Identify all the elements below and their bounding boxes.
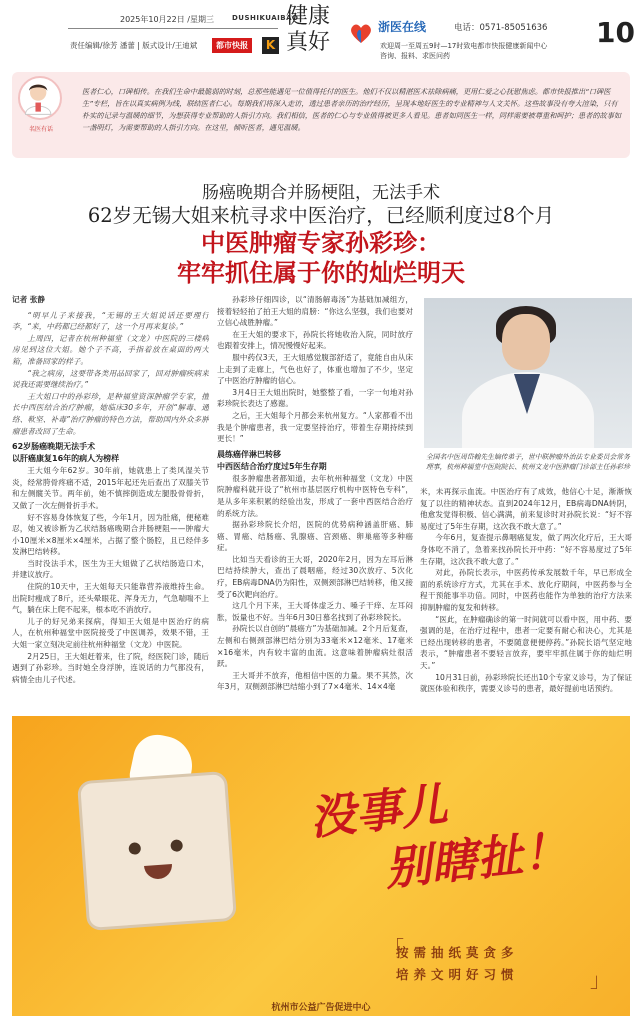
article-column-1 xyxy=(12,294,209,704)
article-paragraph: 在王大姐的要求下，孙院长将她收治入院，同时放疗也跟着安排上，情况慢慢好起来。 xyxy=(217,329,413,351)
section-title xyxy=(286,4,330,56)
page-number: 10 xyxy=(596,16,635,49)
article-paragraph: 王大姐口中的孙彩珍，是种福堂资深肿瘤学专家，擅长中西医结合治疗肿瘤，她临床30多年，开创“解毒、通络、軟坚、补毒”治疗肿瘤的特色方法，帮助国内外众多肿瘤患者改回了生命。 xyxy=(12,391,209,436)
brand-logo: 都市快报 xyxy=(212,38,252,53)
ad-slogan-line1: 没事儿 xyxy=(306,777,450,846)
article-paragraph: 比如当天看诊的王大哥，2020年2月，因为左耳后淋巴结持续肿大，查出了晨咽癌，经过30次放疗、5次化疗，EB病毒DNA仍为阳性，双侧颈部淋巴结转移，他又接受了6次靶向治疗。 xyxy=(217,554,413,599)
doctor-cartoon-icon xyxy=(20,78,60,118)
column-intro-box xyxy=(12,72,630,158)
section-heading: 晨练癌伴淋巴转移 xyxy=(217,449,281,459)
article-paragraph: 王大姐今年62岁。30年前，她就患上了类风湿关节炎，经常胯骨疼痛不适，2015年起还先后查出了双膝关节和左侧髋关节。两年前，她不慎摔倒造成左腿股骨骨折，又做了一次左侧骨折手术。 xyxy=(12,466,209,510)
partner-name: 浙医在线 xyxy=(378,20,427,34)
article-column-2 xyxy=(217,294,413,704)
doctor-avatar-icon xyxy=(18,76,62,120)
section-heading: 中西医结合治疗度过5年生存期 xyxy=(217,461,327,471)
article-paragraph: 王大哥并不放弃，他相信中医的力量。果不其然，次年3月，双侧颈部淋巴结缩小到了7×4毫米、14×4毫 xyxy=(217,670,413,692)
ad-slogan xyxy=(307,763,572,905)
partner-heart-icon xyxy=(348,20,374,46)
paper-pinyin: DUSHIKUAIBAO xyxy=(232,14,299,22)
mascot-eye xyxy=(128,842,141,855)
avatar-label: 名医有话 xyxy=(28,126,53,133)
contact-phone: 电话：0571-85051636 xyxy=(454,23,548,33)
section-title-line1: 健康 xyxy=(286,4,331,29)
main-headline-line2: 牢牢抓住属于你的灿烂明天 xyxy=(177,259,465,287)
article-paragraph: 好不容易身体恢复了些，今年1月，因为肚痛，便秘难忍，她又被诊断为乙状结肠癌晚期合并肠梗阻——肿瘤大小10厘米×8厘米×4厘米，占据了整个肠腔，且已经伴多发淋巴结转移。 xyxy=(12,512,209,557)
ad-sponsor: 杭州市公益广告促进中心 xyxy=(271,1003,371,1013)
byline: 记者 张静 xyxy=(12,295,46,304)
ad-motto-line1: 按需抽纸莫贪多 xyxy=(396,945,519,960)
ad-slogan-line2: 别瞎扯！ xyxy=(382,822,572,896)
ad-motto-line2: 培养文明好习惯 xyxy=(396,967,519,982)
mascot-mouth xyxy=(144,864,173,880)
public-service-ad xyxy=(12,716,630,1016)
brand-k-icon: K xyxy=(262,37,279,54)
doctor-photo xyxy=(424,298,632,448)
intro-text: 医者仁心，口碑相传。在我们生命中最脆弱的时刻，总那些能遇见一位值得托付的医生。他们不仅以精湛医术祛除病痛，更用仁爱之心抚慰焦虑。都市快报推出“口碑医生”专栏，旨在以真实病例为线，联结医者仁心。每期我们将深入走访，透过患者亲历的治疗经历，呈现本地好医生的专业精神与人文关怀。这些故事没有夸大渲染，只有朴实的记录与温暖的细节，为想获得专业帮助的人指引方向。我们相信，医者的仁心与专业值得被更多人看见。患者如同医生一样，同样需要被尊重和呵护；患者的故事如一盏明灯，为需要帮助的人指引方向。在这里，倾听医者，遇见温暖。 xyxy=(82,87,622,132)
article-column-3 xyxy=(420,486,632,706)
headline-subhead: 62岁无锡大姐来杭寻求中医治疗，已经顺利度过8个月 xyxy=(87,204,555,227)
article-paragraph: 上周四，记者在杭州种福堂（文龙）中医院的三楼病房见到这位大姐。她个子不高，手指着放在桌面的两大箱，准备回家的样子。 xyxy=(12,333,209,366)
article-paragraph: 米，未再探示血流。中医治疗有了成效，他信心十足，渐渐恢复了以往的精神状态。直到2024年12月，EB病毒DNA转阴，他愈发觉得积极、信心满满，前来复诊时对孙院长说：“好不容易度过了5年生存期，这次我不敢大意了。” xyxy=(420,487,632,531)
bracket-open-icon: 「 xyxy=(384,936,404,960)
article-paragraph: 对此，孙院长表示，中医药传承发展数千年，早已形成全面的系统诊疗方式，尤其在手术、放化疗期间，中医药参与全程干预能事半功倍。同时，中医药也能作为单独的治疗方法来抑制肿瘤的复发和转移。 xyxy=(420,568,632,612)
article-paragraph: “我之病房，这要带各类用品回家了，回对肿瘤疾病来说我还需要继续治疗。” xyxy=(12,368,209,390)
article-paragraph: 10月31日前，孙彩珍院长还出10个专家义诊号，为了保证就医体验和秩序，需要义诊号的患者，最好提前电话预约。 xyxy=(420,672,632,694)
article-paragraph: 今年6月，复查提示鼻咽癌复发，做了两次化疗后，王大哥身体吃不消了，急着来找孙院长开中药：“好不容易度过了5年生存期，这次我不敢大意了。” xyxy=(420,533,632,566)
article-paragraph: 孙院长以自创的“晨癌方”为基础加减。2个月后复查，左侧和右侧颈部淋巴结分别为33毫米×12毫米、17毫米×16毫米，内有较丰富的血流。这意味着肿瘤病灶很活跃。 xyxy=(217,624,413,669)
masthead xyxy=(0,0,642,66)
photo-caption: 全国名中医周岱翰先生嫡传弟子，世中联肿瘤外治法专业委员会常务理事，杭州种福堂中医院院长、杭州文龙中医肿瘤门诊部主任孙彩珍 xyxy=(426,453,630,471)
article-paragraph: 3月4日王大姐出院时，她整整了看，一字一句地对孙彩珍院长表达了感谢。 xyxy=(217,387,413,409)
editors-credit: 责任编辑/徐芳 潘蕾 | 版式设计/王迪斌 xyxy=(70,41,198,50)
article-paragraph: 孙彩珍仔细四诊，以“清肠解毒汤”为基础加减组方，接着轻轻拍了拍王大姐的肩膀：“你这么坚强，我们也要对立信心战胜肿瘤。” xyxy=(217,295,413,328)
article-paragraph: “医此，在肿瘤确诊的第一时间就可以看中医，用中药、要强调的是，在治疗过程中，患者一定要有耐心和决心，尤其是已经出现转移的患者，不要随意便便停药。”孙院长语气坚定地表示，“肿瘤患者不要轻言放弃，要牢牢抓住属于你的灿烂明天。” xyxy=(420,614,632,670)
main-headline xyxy=(0,228,642,288)
article-paragraph: 这几个月下来，王大哥体虚乏力、嗓子干痒、左耳闷胀，饭量也不好。当年6月30日慕名找到了孙彩珍院长。 xyxy=(217,601,413,622)
contact-notice-line2: 咨询、报料、求医问药 xyxy=(380,52,450,60)
article-paragraph: 住院的10天中，王大姐每天只能靠营养液维持生命。出院时瘦成了8斤，还头晕眼花、浑身无力，气急喘喘不上气，躺在床上爬不起来，根本吃不消放疗。 xyxy=(12,582,209,615)
bracket-close-icon: 」 xyxy=(590,968,610,992)
section-heading: 以肝癌康复16年的病人为榜样 xyxy=(12,454,120,464)
mascot-eye xyxy=(170,839,183,852)
main-headline-line1: 中医肿瘤专家孙彩珍： xyxy=(201,229,441,257)
article-paragraph: 2月25日，王大姐赶着来，住了院，经医院门诊，随后遇到了孙彩珍。当时她全身浮肿，连说话的力气都没有，病情全由儿子代述。 xyxy=(12,651,209,684)
headline-kicker: 肠癌晚期合并肠梗阻，无法手术 xyxy=(202,183,440,203)
section-heading: 62岁肠癌晚期无法手术 xyxy=(12,442,96,452)
masthead-rule xyxy=(68,28,278,29)
article-paragraph: 当时没法手术，医生为王大姐做了乙状结肠造口术，并建议放疗。 xyxy=(12,558,209,580)
photo-face xyxy=(502,314,550,370)
contact-notice-line1: 欢迎周一至周五9时—17时致电都市快报健康新闻中心 xyxy=(380,42,548,50)
issue-date: 2025年10月22日 /星期三 xyxy=(120,15,214,24)
tissue-box-mascot-icon xyxy=(77,771,237,931)
ad-motto xyxy=(396,942,519,986)
section-title-line2: 真好 xyxy=(286,30,331,55)
article-paragraph: 据孙彩珍院长介绍，医院的优势病种涵盖肝癌、肺癌、胃癌、结肠癌、乳腺癌、宫颈癌、卵巢癌等多种癌症。 xyxy=(217,520,413,553)
article-paragraph: 儿子的好兄弟来探病，得知王大姐是中医治疗的病人，在杭州种福堂中医院接受了中医调养，效果不错，王大姐一家立刻决定前往杭州种福堂（文龙）中医院。 xyxy=(12,616,209,650)
article-paragraph: 之后，王大姐每个月都会来杭州复方。“人家都看不出我是个肿瘤患者，我一定要坚持治疗，带着生存期持续到更长！” xyxy=(217,410,413,444)
article-paragraph: 服中药仅3天，王大姐感觉腹部舒适了，竟能自由从床上走到了走廊上，气色也好了，体重也增加了不少，坚定了中医治疗肿瘤的信心。 xyxy=(217,352,413,386)
article-paragraph: “明早儿子来接我，“无锡的王大姐说话还要理行李，“来，中药都已经都好了，这一个月再来复诊。” xyxy=(12,310,209,332)
article-paragraph: 很多肿瘤患者都知道，去年杭州种福堂（文龙）中医院肿瘤科就开设了“杭州市基层医疗机构中医特色专科”，是从多年来积累的经验出发，形成了一套中西医结合治疗的系统方法。 xyxy=(217,473,413,518)
